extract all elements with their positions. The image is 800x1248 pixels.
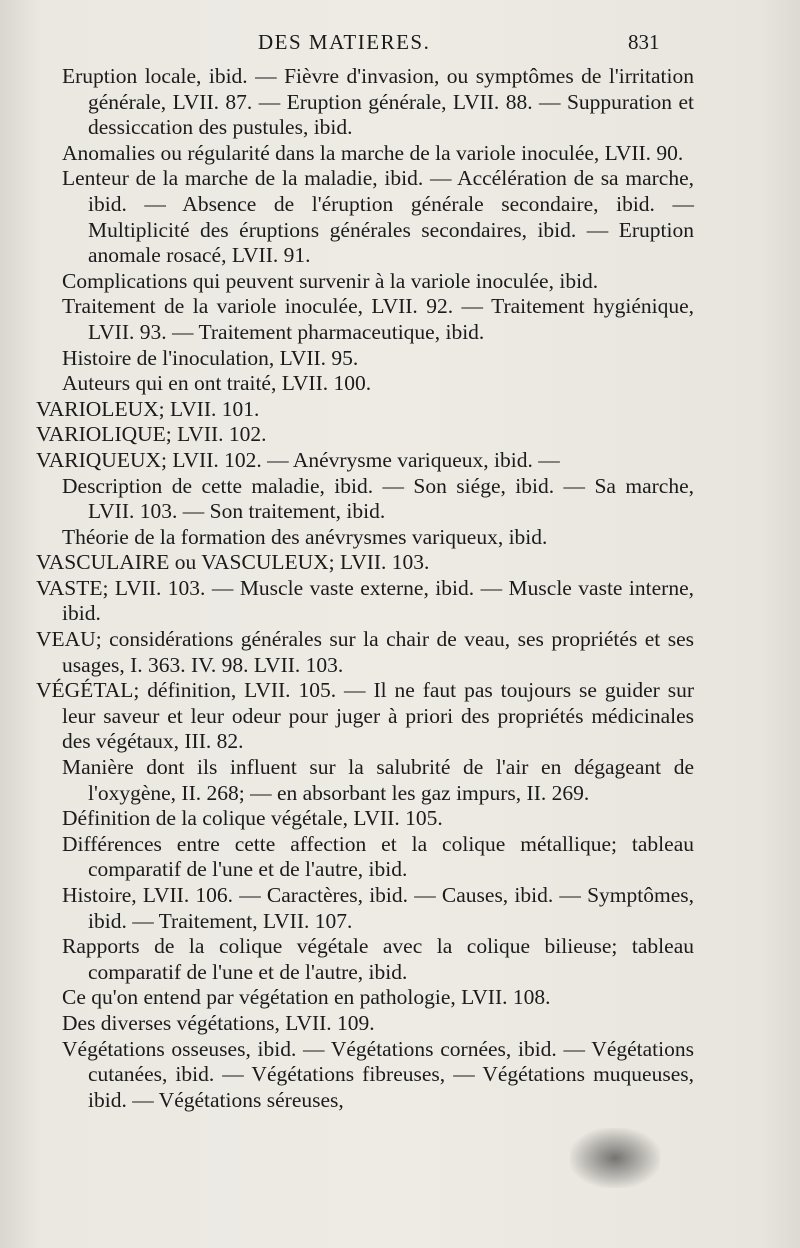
index-subentry: Anomalies ou régularité dans la marche de la variole inoculée, LVII. 90. [62, 140, 684, 165]
index-heading-entry: VARIOLIQUE; LVII. 102. [36, 422, 267, 447]
running-title: DES MATIERES. [258, 30, 431, 54]
index-heading-entry: VEAU; considérations générales sur la chair de veau, ses propriétés et ses usages, I. 363. IV. 98. LVII. 103. [36, 627, 694, 677]
index-heading-entry: VASCULAIRE ou VASCULEUX; LVII. 103. [36, 550, 430, 575]
index-subentry: Végétations osseuses, ibid. — Végétations cornées, ibid. — Végétations cutanées, ibid. — Végétations fibreuses, — Végétations muqueuses, ibid. — Végétations séreuses, [62, 1036, 694, 1112]
index-subentry: Théorie de la formation des anévrysmes variqueux, ibid. [62, 524, 548, 549]
index-subentry: Ce qu'on entend par végétation en pathologie, LVII. 108. [62, 985, 551, 1010]
index-subentry: Des diverses végétations, LVII. 109. [62, 1010, 375, 1035]
index-subentry: Manière dont ils influent sur la salubrité de l'air en dégageant de l'oxygène, II. 268; — en absorbant les gaz impurs, II. 269. [62, 755, 694, 805]
page-number: 831 [628, 30, 660, 54]
index-heading-entry: VARIOLEUX; LVII. 101. [36, 396, 260, 421]
index-heading-entry: VASTE; LVII. 103. — Muscle vaste externe, ibid. — Muscle vaste interne, ibid. [36, 575, 694, 626]
index-heading-entry: VARIQUEUX; LVII. 102. — Anévrysme variqueux, ibid. — [36, 447, 560, 472]
index-subentry: Histoire de l'inoculation, LVII. 95. [62, 345, 359, 370]
index-subentry: Complications qui peuvent survenir à la variole inoculée, ibid. [62, 268, 599, 293]
index-subentry: Différences entre cette affection et la colique métallique; tableau comparatif de l'une et de l'autre, ibid. [62, 831, 694, 882]
index-subentry: Définition de la colique végétale, LVII. 105. [62, 806, 443, 831]
page-header [0, 30, 800, 60]
index-subentry: Description de cette maladie, ibid. — Son siége, ibid. — Sa marche, LVII. 103. — Son traitement, ibid. [62, 473, 694, 524]
ink-stain [570, 1128, 660, 1188]
index-heading-entry: VÉGÉTAL; définition, LVII. 105. — Il ne faut pas toujours se guider sur leur saveur et leur odeur pour juger à priori des propriétés médicinales des végétaux, III. 82. [36, 678, 694, 754]
index-subentry: Auteurs qui en ont traité, LVII. 100. [62, 371, 372, 396]
index-entries [0, 64, 800, 1113]
index-subentry: Traitement de la variole inoculée, LVII. 92. — Traitement hygiénique, LVII. 93. — Traitement pharmaceutique, ibid. [62, 294, 694, 344]
index-subentry: Histoire, LVII. 106. — Caractères, ibid. — Causes, ibid. — Symptômes, ibid. — Traitement, LVII. 107. [62, 883, 694, 933]
index-subentry: Lenteur de la marche de la maladie, ibid. — Accélération de sa marche, ibid. — Absence de l'éruption générale secondaire, ibid. — Multiplicité des éruptions générales secondaires, ibid. — Eruption anomale rosacé, LVII. 91. [62, 166, 694, 268]
index-subentry: Eruption locale, ibid. — Fièvre d'invasion, ou symptômes de l'irritation générale, LVII. 87. — Eruption générale, LVII. 88. — Suppuration et dessiccation des pustules, ibid. [62, 64, 694, 140]
index-subentry: Rapports de la colique végétale avec la colique bilieuse; tableau comparatif de l'une et de l'autre, ibid. [62, 934, 694, 984]
